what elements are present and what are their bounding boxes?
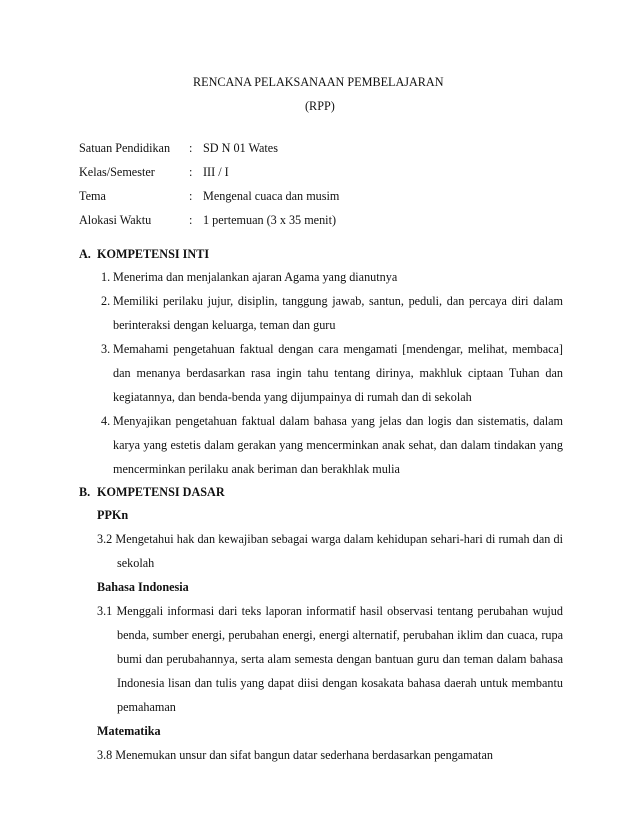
kd-item: 3.8 Menemukan unsur dan sifat bangun datar sederhana berdasarkan pengamatan (97, 748, 493, 762)
identity-separator: : (189, 141, 193, 155)
identity-row (79, 164, 339, 188)
kd-item: 3.1 Menggali informasi dari teks laporan informatif hasil observasi tentang perubahan wujud benda, sumber energi, perubahan energi, energi alternatif, perubahan iklim dan cuaca, rupa bumi dan perubahannya, serta alam semesta dengan bantuan guru dan teman dalam bahasa Indonesia lisan dan tulis yang dapat diisi dengan kosakata bahasa daerah untuk membantu pemahaman (97, 604, 563, 714)
list-item (79, 265, 563, 289)
section-heading-text: KOMPETENSI DASAR (97, 485, 225, 499)
identity-value: Mengenal cuaca dan musim (203, 189, 340, 203)
document-title (0, 74, 638, 114)
identity-separator: : (189, 165, 193, 179)
identity-key: Alokasi Waktu (79, 213, 152, 227)
identity-row (79, 212, 339, 236)
kd-item: 3.2 Mengetahui hak dan kewajiban sebagai warga dalam kehidupan sehari-hari di rumah dan di sekolah (97, 532, 563, 570)
subject-heading: PPKn (97, 508, 129, 522)
list-item-text: Menerima dan menjalankan ajaran Agama yang dianutnya (113, 270, 398, 284)
section-letter: A. (79, 247, 91, 261)
list-item (79, 337, 563, 409)
identity-value: III / I (203, 165, 229, 179)
identity-row (79, 188, 339, 212)
title-line-1: RENCANA PELAKSANAAN PEMBELAJARAN (193, 75, 444, 89)
section-heading-text: KOMPETENSI INTI (97, 247, 210, 261)
identity-table (79, 140, 339, 236)
list-item (79, 409, 563, 481)
list-item-text: Menyajikan pengetahuan faktual dalam bahasa yang jelas dan logis dan sistematis, dalam karya yang estetis dalam gerakan yang mencerminkan anak sehat, dan dalam tindakan yang mencerminkan perilaku anak beriman dan berakhlak mulia (113, 414, 563, 476)
identity-key: Satuan Pendidikan (79, 141, 171, 155)
section-letter: B. (79, 485, 91, 499)
section-kompetensi-dasar (79, 484, 563, 767)
list-item-number: 1. (101, 270, 111, 284)
ki-list (79, 265, 563, 481)
identity-separator: : (189, 189, 193, 203)
identity-value: 1 pertemuan (3 x 35 menit) (203, 213, 337, 227)
section-kompetensi-inti (79, 246, 563, 481)
title-line-2: (RPP) (305, 99, 335, 113)
identity-separator: : (189, 213, 193, 227)
section-heading (79, 484, 563, 500)
list-item-text: Memiliki perilaku jujur, disiplin, tanggung jawab, santun, peduli, dan percaya diri dalam berinteraksi dengan keluarga, teman dan guru (113, 294, 563, 332)
identity-value: SD N 01 Wates (203, 141, 278, 155)
list-item-number: 2. (101, 294, 111, 308)
list-item-number: 3. (101, 342, 111, 356)
identity-row (79, 140, 339, 164)
list-item (79, 289, 563, 337)
section-heading (79, 246, 563, 262)
subject-heading: Bahasa Indonesia (97, 580, 189, 594)
identity-key: Kelas/Semester (79, 165, 155, 179)
subject-heading: Matematika (97, 724, 161, 738)
list-item-text: Memahami pengetahuan faktual dengan cara mengamati [mendengar, melihat, membaca] dan menanya berdasarkan rasa ingin tahu tentang dirinya, makhluk ciptaan Tuhan dan kegiatannya, dan benda-benda yang dijumpainya di rumah dan di sekolah (113, 342, 563, 404)
identity-key: Tema (79, 189, 106, 203)
list-item-number: 4. (101, 414, 111, 428)
